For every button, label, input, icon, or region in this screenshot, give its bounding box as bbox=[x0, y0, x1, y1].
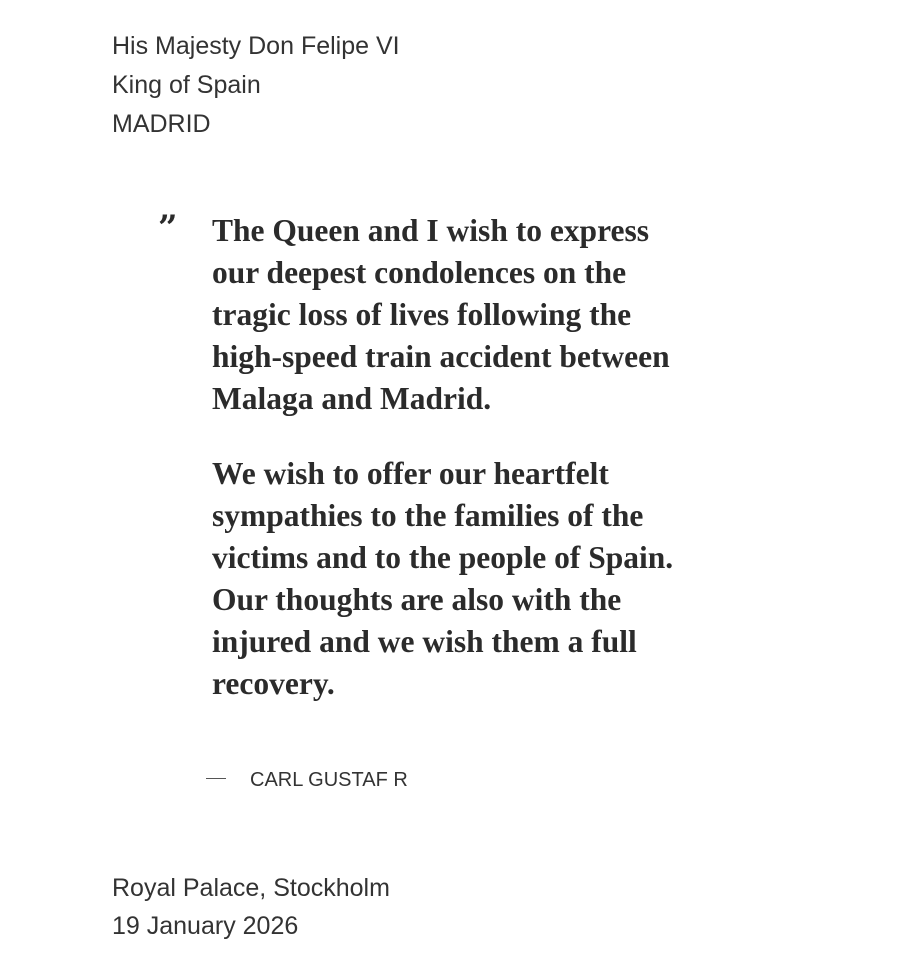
quote-paragraph-2: We wish to offer our heartfelt sympathies to the families of the victims and to the people of Spain. Our thoughts are also with the injured and we wish them a full recovery. bbox=[212, 456, 674, 701]
addressee-title: King of Spain bbox=[112, 71, 261, 99]
signature-dash bbox=[206, 778, 226, 779]
addressee-city: MADRID bbox=[112, 110, 211, 138]
addressee-block bbox=[112, 27, 400, 144]
condolence-quote bbox=[212, 210, 702, 705]
quote-mark-icon: ” bbox=[158, 208, 178, 248]
addressee-name: His Majesty Don Felipe VI bbox=[112, 32, 400, 60]
footer-date: 19 January 2026 bbox=[112, 912, 299, 940]
footer-place: Royal Palace, Stockholm bbox=[112, 874, 390, 902]
signature bbox=[206, 766, 408, 794]
quote-paragraph-1: The Queen and I wish to express our deepest condolences on the tragic loss of lives following the high-speed train accident between Malaga and Madrid. bbox=[212, 213, 670, 416]
signature-name: CARL GUSTAF R bbox=[250, 769, 408, 791]
letter-footer bbox=[112, 869, 390, 945]
